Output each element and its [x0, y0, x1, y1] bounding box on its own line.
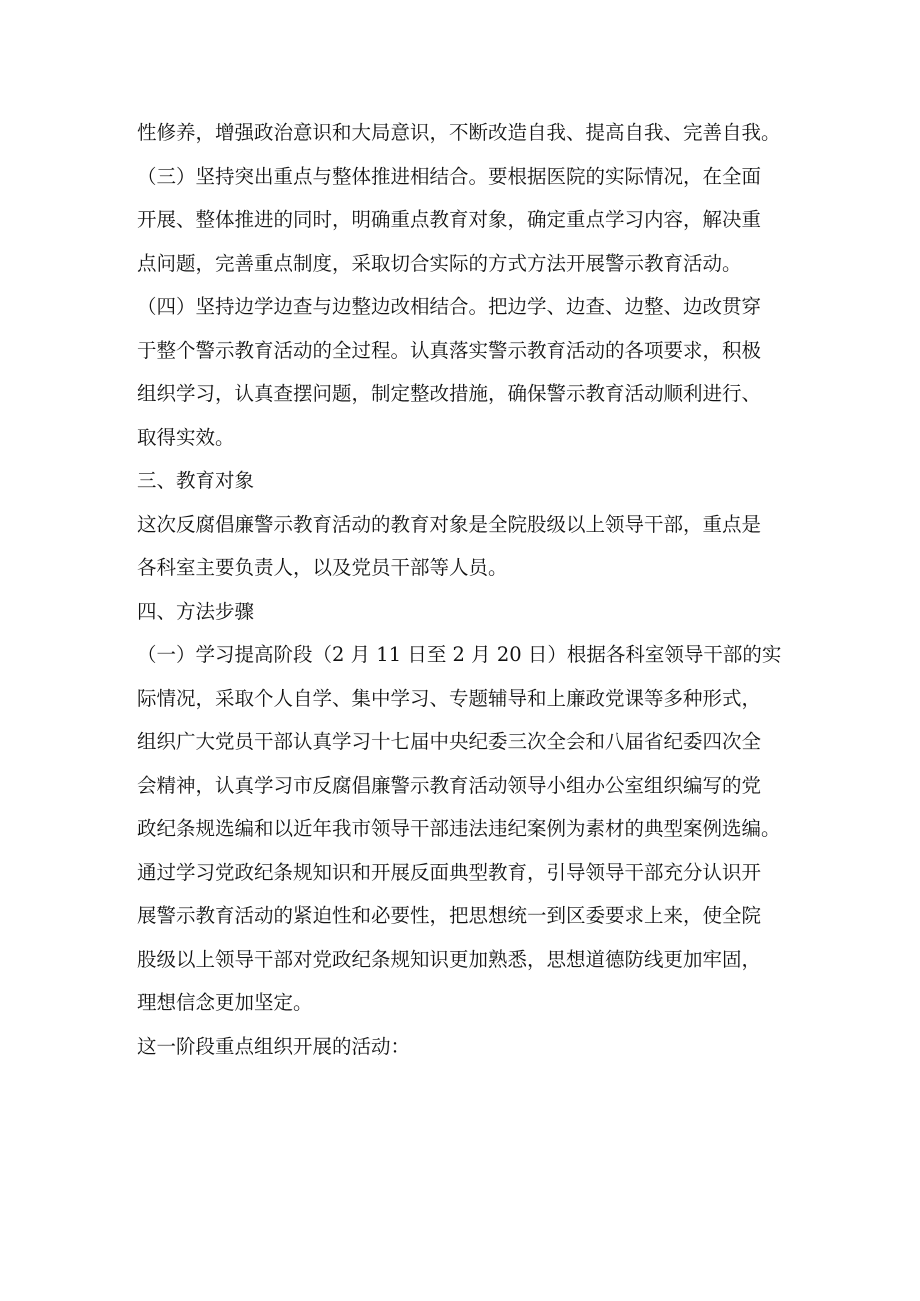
text-line: 会精神，认真学习市反腐倡廉警示教育活动领导小组办公室组织编写的党 — [137, 773, 762, 797]
text-line: 点问题，完善重点制度，采取切合实际的方式方法开展警示教育活动。 — [137, 251, 742, 275]
text-line: 性修养，增强政治意识和大局意识，不断改造自我、提高自我、完善自我。 — [137, 121, 781, 144]
section-heading: 三、教育对象 — [137, 469, 255, 492]
text-line: 际情况，采取个人自学、集中学习、专题辅导和上廉政党课等多种形式， — [137, 686, 762, 710]
text-line: 政纪条规选编和以近年我市领导干部违法违纪案例为素材的典型案例选编。 — [137, 817, 781, 840]
text-line: 开展、整体推进的同时，明确重点教育对象，确定重点学习内容，解决重 — [137, 208, 762, 231]
text-line: 这一阶段重点组织开展的活动： — [137, 1034, 411, 1058]
text-line: 组织广大党员干部认真学习十七届中央纪委三次全会和八届省纪委四次全 — [137, 730, 762, 753]
text-line: 于整个警示教育活动的全过程。认真落实警示教育活动的各项要求，积极 — [137, 338, 762, 362]
text-line: 股级以上领导干部对党政纪条规知识更加熟悉，思想道德防线更加牢固， — [137, 947, 762, 971]
text-line: 通过学习党政纪条规知识和开展反面典型教育，引导领导干部充分认识开 — [137, 860, 762, 884]
text-line: 组织学习，认真查摆问题，制定整改措施，确保警示教育活动顺利进行、 — [137, 382, 762, 405]
text-line: （三）坚持突出重点与整体推进相结合。要根据医院的实际情况，在全面 — [137, 164, 762, 188]
text-line: 理想信念更加坚定。 — [137, 991, 313, 1014]
text-line: 各科室主要负责人，以及党员干部等人员。 — [137, 556, 508, 579]
text-line: 这次反腐倡廉警示教育活动的教育对象是全院股级以上领导干部，重点是 — [137, 512, 762, 536]
text-line: 取得实效。 — [137, 425, 235, 449]
text-line: （四）坚持边学边查与边整边改相结合。把边学、边查、边整、边改贯穿 — [137, 295, 762, 318]
section-heading: 四、方法步骤 — [137, 599, 255, 623]
document-body — [137, 111, 817, 1068]
text-line: （一）学习提高阶段（2 月 11 日至 2 月 20 日）根据各科室领导干部的实 — [137, 643, 782, 666]
text-line: 展警示教育活动的紧迫性和必要性，把思想统一到区委要求上来，使全院 — [137, 904, 762, 927]
